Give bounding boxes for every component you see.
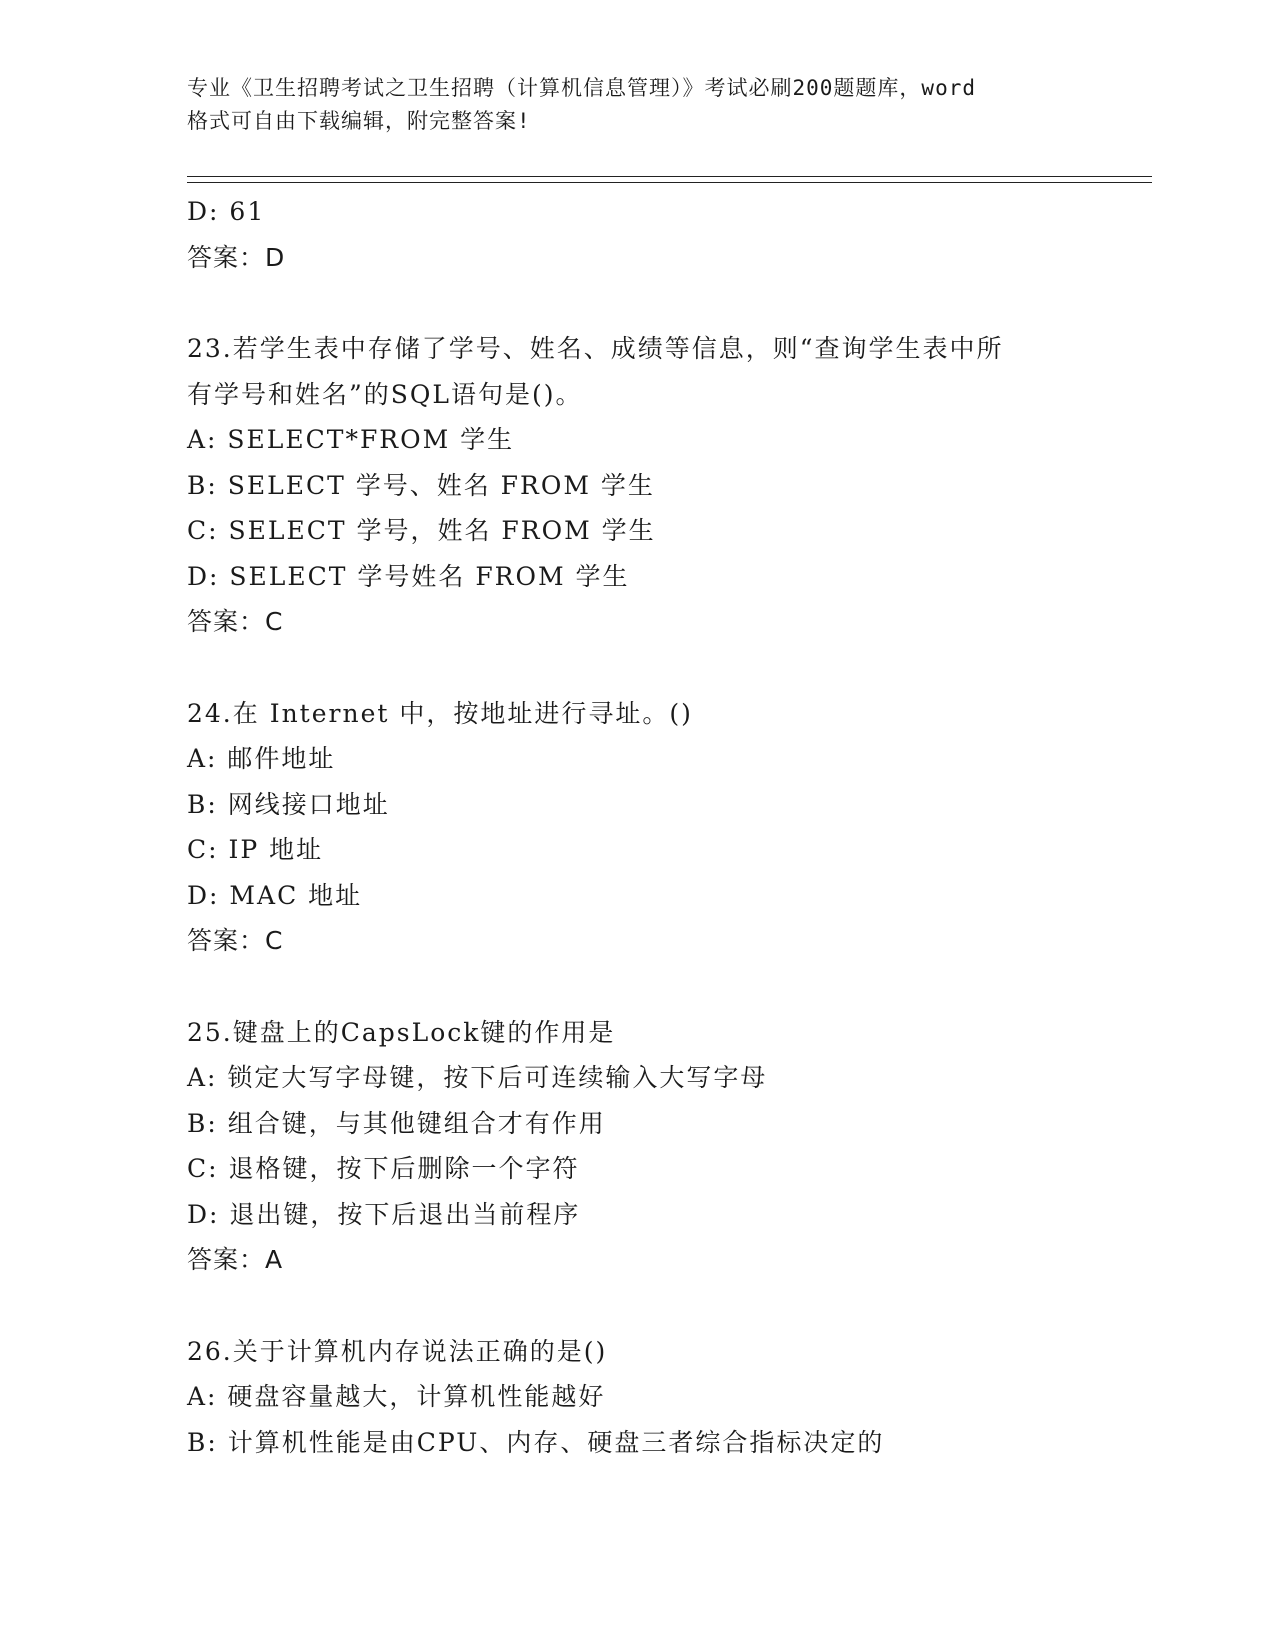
option-a: A: 邮件地址 [187, 744, 336, 773]
option-d: D: SELECT 学号姓名 FROM 学生 [187, 561, 630, 591]
question-26 [187, 1329, 1152, 1466]
answer: 答案：A [187, 1245, 284, 1274]
question-stem: 24.在 Internet 中，按地址进行寻址。() [187, 698, 693, 728]
question-list [187, 189, 1152, 1465]
option-c: C: SELECT 学号，姓名 FROM 学生 [187, 516, 656, 545]
previous-question-tail [187, 189, 1152, 280]
option-c: C: IP 地址 [187, 835, 324, 864]
question-23 [187, 326, 1152, 645]
option-a: A: SELECT*FROM 学生 [187, 425, 515, 454]
header-divider-top [187, 176, 1152, 177]
header-line-2: 格式可自由下载编辑，附完整答案! [187, 109, 531, 133]
question-24 [187, 691, 1152, 964]
answer: 答案：C [187, 607, 284, 636]
option-b: B: 组合键，与其他键组合才有作用 [187, 1108, 606, 1138]
question-stem-continued: 有学号和姓名”的SQL语句是()。 [187, 379, 583, 409]
header-divider-bottom [187, 182, 1152, 183]
option-d: D: MAC 地址 [187, 880, 363, 910]
option-b: B: 计算机性能是由CPU、内存、硬盘三者综合指标决定的 [187, 1427, 885, 1457]
question-stem: 23.若学生表中存储了学号、姓名、成绩等信息，则“查询学生表中所 [187, 334, 1004, 363]
question-stem: 25.键盘上的CapsLock键的作用是 [187, 1017, 616, 1047]
option-a: A: 硬盘容量越大，计算机性能越好 [187, 1382, 606, 1411]
option-d: D: 退出键，按下后退出当前程序 [187, 1199, 581, 1229]
option-a: A: 锁定大写字母键，按下后可连续输入大写字母 [187, 1063, 768, 1092]
option-b: B: SELECT 学号、姓名 FROM 学生 [187, 470, 655, 500]
question-25 [187, 1010, 1152, 1283]
option-b: B: 网线接口地址 [187, 789, 390, 819]
option-d: D: 61 [187, 197, 266, 226]
option-c: C: 退格键，按下后删除一个字符 [187, 1154, 580, 1183]
question-stem: 26.关于计算机内存说法正确的是() [187, 1336, 608, 1366]
answer: 答案：C [187, 926, 284, 955]
header-line-1: 专业《卫生招聘考试之卫生招聘（计算机信息管理）》考试必刷200题题库，word [187, 76, 976, 100]
answer: 答案：D [187, 242, 286, 272]
document-header [187, 72, 1097, 138]
